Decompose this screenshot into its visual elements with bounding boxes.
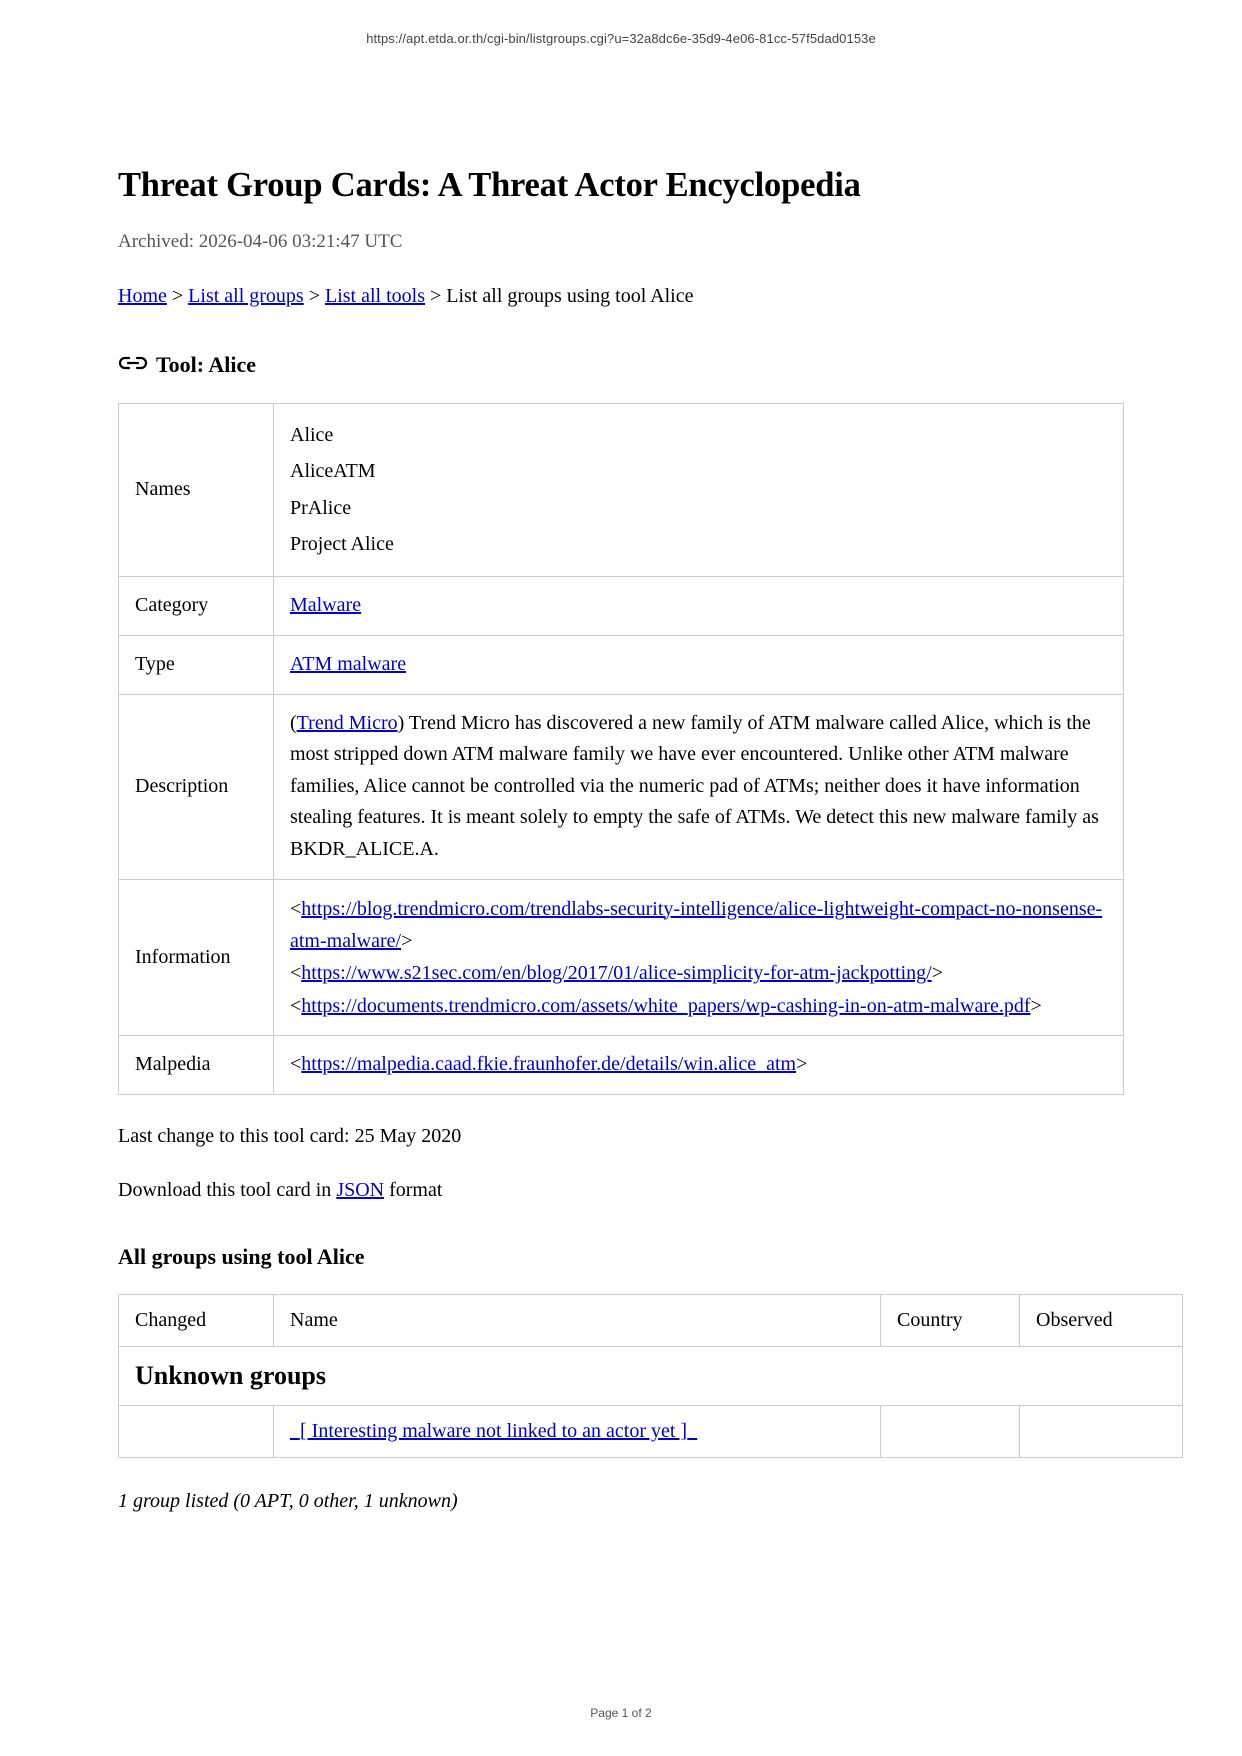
row-value-information [274, 879, 1124, 1036]
tool-heading-label: Tool: Alice [156, 352, 257, 377]
cell-observed [1020, 1405, 1183, 1457]
tool-card-table [118, 403, 1124, 1095]
page-footer: Page 1 of 2 [590, 1706, 652, 1720]
breadcrumb-link-list-all-groups[interactable]: List all groups [188, 285, 304, 307]
information-entry-3: <https://documents.trendmicro.com/assets/white_papers/wp-cashing-in-on-atm-malware.pdf> [290, 994, 1042, 1017]
breadcrumb-separator-2: > [303, 285, 325, 307]
column-header-observed: Observed [1020, 1294, 1183, 1346]
breadcrumb-current: List all groups using tool Alice [446, 285, 694, 307]
description-text: ) Trend Micro has discovered a new family of ATM malware called Alice, which is the most stripped down ATM malware family we have ever encountered. Unlike other ATM malware families, Alice cannot be controlled via the numeric pad of ATMs; neither does it have information stealing features. It is meant solely to empty the safe of ATMs. We detect this new malware family as BKDR_ALICE.A. [290, 711, 1099, 860]
cell-name [274, 1405, 881, 1457]
row-value-type [274, 635, 1124, 694]
breadcrumb-link-home[interactable]: Home [118, 285, 167, 307]
breadcrumb-separator-3: > [425, 285, 447, 307]
table-row-information [119, 879, 1124, 1036]
information-entry-1: <https://blog.trendmicro.com/trendlabs-security-intelligence/alice-lightweight-compact-no-nonsense-atm-malware/> [290, 897, 1103, 952]
page-title: Threat Group Cards: A Threat Actor Encyclopedia [118, 166, 861, 204]
unknown-groups-heading-cell [119, 1346, 1183, 1405]
row-label-names: Names [119, 404, 274, 577]
group-link-unlinked-malware[interactable]: _[ Interesting malware not linked to an actor yet ]_ [290, 1419, 698, 1442]
information-link-1[interactable]: https://blog.trendmicro.com/trendlabs-security-intelligence/alice-lightweight-compact-no-nonsense-atm-malware/ [290, 897, 1103, 952]
information-entry-2: <https://www.s21sec.com/en/blog/2017/01/alice-simplicity-for-atm-jackpotting/> [290, 962, 943, 985]
tool-name-2: AliceATM [290, 460, 376, 483]
breadcrumb-link-list-all-tools[interactable]: List all tools [325, 285, 425, 307]
tool-heading [118, 352, 1124, 378]
document-content [0, 166, 1242, 1513]
breadcrumb [118, 285, 1124, 308]
table-row [119, 1405, 1183, 1457]
download-suffix: format [384, 1178, 443, 1201]
type-link-atm-malware[interactable]: ATM malware [290, 652, 407, 675]
last-change-text: Last change to this tool card: 25 May 2020 [118, 1124, 462, 1147]
groups-section-heading: All groups using tool Alice [118, 1243, 365, 1269]
page-url: https://apt.etda.or.th/cgi-bin/listgroups.cgi?u=32a8dc6e-35d9-4e06-81cc-57f5dad0153e [366, 31, 876, 46]
column-header-changed: Changed [119, 1294, 274, 1346]
row-value-names [274, 404, 1124, 577]
groups-summary: 1 group listed (0 APT, 0 other, 1 unknown) [118, 1489, 458, 1512]
row-label-malpedia: Malpedia [119, 1036, 274, 1095]
table-row-type [119, 635, 1124, 694]
category-link-malware[interactable]: Malware [290, 594, 362, 617]
table-row-category [119, 577, 1124, 636]
malpedia-link[interactable]: https://malpedia.caad.fkie.fraunhofer.de/details/win.alice_atm [301, 1053, 797, 1076]
row-value-malpedia: <https://malpedia.caad.fkie.fraunhofer.de/details/win.alice_atm> [274, 1036, 1124, 1095]
information-link-3[interactable]: https://documents.trendmicro.com/assets/white_papers/wp-cashing-in-on-atm-malware.pdf [301, 994, 1031, 1017]
row-label-information: Information [119, 879, 274, 1036]
row-value-category [274, 577, 1124, 636]
table-row-malpedia [119, 1036, 1124, 1095]
tool-name-3: PrAlice [290, 496, 352, 519]
groups-table [118, 1294, 1183, 1458]
groups-table-header-row [119, 1294, 1183, 1346]
unknown-groups-heading: Unknown groups [135, 1360, 327, 1390]
column-header-name: Name [274, 1294, 881, 1346]
download-json-link[interactable]: JSON [336, 1178, 385, 1201]
description-paren-open: ( [290, 711, 297, 734]
download-line [118, 1179, 1124, 1202]
description-source-link[interactable]: Trend Micro [296, 711, 398, 734]
row-label-description: Description [119, 694, 274, 879]
table-row-unknown-groups-heading [119, 1346, 1183, 1405]
link-icon [118, 352, 148, 374]
row-value-description [274, 694, 1124, 879]
archived-timestamp: Archived: 2026-04-06 03:21:47 UTC [118, 231, 403, 252]
cell-country [881, 1405, 1020, 1457]
row-label-type: Type [119, 635, 274, 694]
table-row-description [119, 694, 1124, 879]
information-link-2[interactable]: https://www.s21sec.com/en/blog/2017/01/alice-simplicity-for-atm-jackpotting/ [301, 962, 932, 985]
row-label-category: Category [119, 577, 274, 636]
breadcrumb-separator-1: > [166, 285, 189, 307]
download-prefix: Download this tool card in [118, 1178, 337, 1201]
column-header-country: Country [881, 1294, 1020, 1346]
tool-name-4: Project Alice [290, 533, 394, 556]
tool-name-1: Alice [290, 423, 334, 446]
table-row-names [119, 404, 1124, 577]
cell-changed [119, 1405, 274, 1457]
